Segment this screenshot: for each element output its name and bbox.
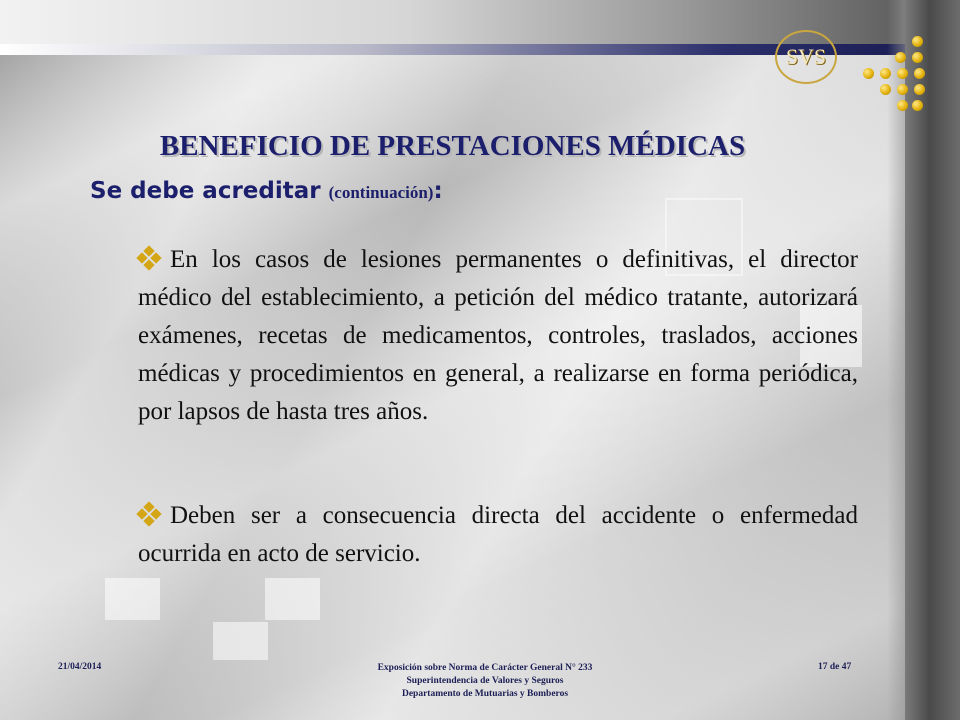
header-band: [0, 0, 905, 44]
decor-square: [213, 622, 268, 660]
diamond-bullet-icon: [138, 503, 160, 525]
bullet-text: Deben ser a consecuencia directa del accidente o enfermedad ocurrida en acto de servicio.: [138, 502, 858, 567]
svs-logo: [775, 30, 837, 84]
subtitle-main: Se debe acreditar: [90, 178, 329, 204]
logo-text: SVS: [785, 44, 827, 69]
diamond-bullet-icon: [138, 247, 160, 269]
footer-date: 21/04/2014: [58, 662, 102, 672]
bullet-item: [138, 497, 858, 573]
bullet-text: En los casos de lesiones permanentes o definitivas, el director médico del establecimiento, a petición del médico tratante, autorizará exámenes, recetas de medicamentos, controles, traslados, acciones médicas y procedimientos en general, a realizarse en forma periódica, por lapsos de hasta tres años.: [138, 246, 858, 425]
subtitle-colon: :: [433, 178, 443, 204]
slide-title: BENEFICIO DE PRESTACIONES MÉDICAS: [159, 130, 746, 162]
subtitle-note: (continuación): [328, 183, 434, 202]
footer-line-3: Departamento de Mutuarias y Bomberos: [401, 689, 569, 699]
footer-page-number: 17 de 47: [818, 662, 852, 672]
footer-line-1: Exposición sobre Norma de Carácter General N° 233: [377, 663, 593, 673]
decor-square: [105, 578, 160, 620]
bullet-item: [138, 241, 858, 431]
footer-line-2: Superintendencia de Valores y Seguros: [406, 676, 564, 686]
decor-square: [265, 578, 320, 620]
header-stripe: [0, 44, 905, 55]
footer-info: [300, 662, 670, 701]
slide-subtitle: [90, 178, 443, 204]
